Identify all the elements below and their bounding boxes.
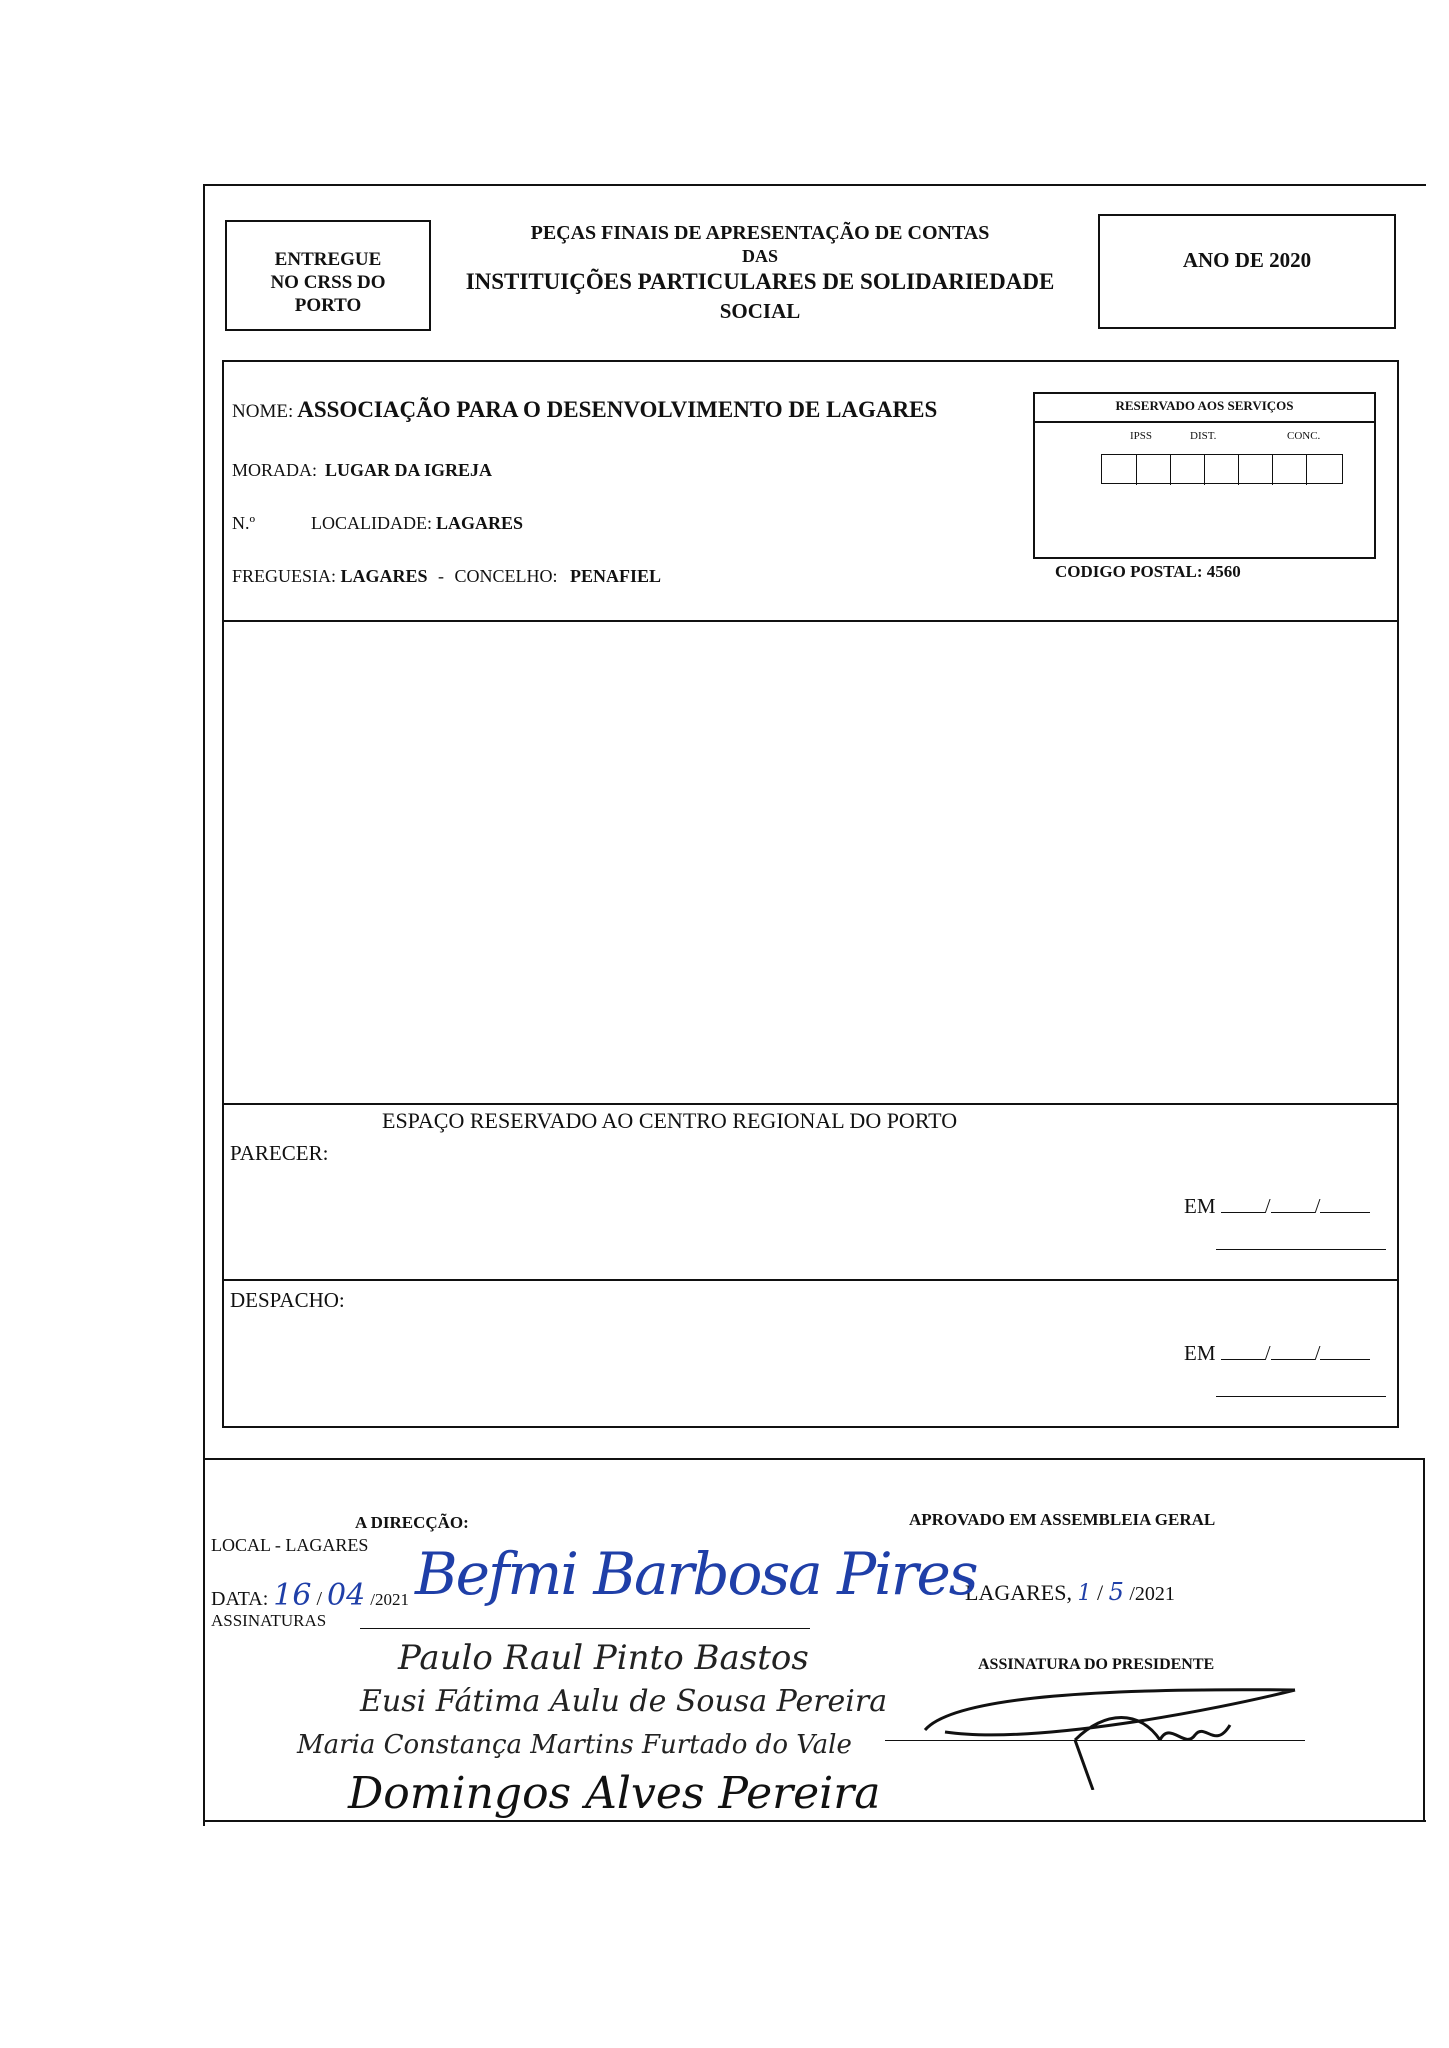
name-label: NOME:: [232, 401, 294, 422]
signatures-line: [360, 1628, 810, 1629]
date-slash: /: [1264, 1341, 1271, 1365]
year-text: ANO DE 2020: [1182, 248, 1312, 272]
reserved-code-cells[interactable]: [1101, 454, 1343, 484]
parish-label: FREGUESIA:: [232, 566, 337, 586]
county-label: CONCELHO:: [454, 566, 558, 586]
signature-4: Maria Constança Martins Furtado do Vale: [297, 1730, 852, 1760]
direction-label: A DIRECÇÃO:: [355, 1513, 469, 1532]
president-signature: [915, 1670, 1305, 1790]
approved-month-handwritten: 5: [1108, 1578, 1124, 1606]
dispatch-date-field[interactable]: [1184, 1341, 1370, 1366]
title-line-2: DAS: [741, 246, 778, 266]
signature-1: Befmi Barbosa Pires: [415, 1540, 977, 1608]
name-field: [232, 397, 937, 423]
title-line-3: INSTITUIÇÕES PARTICULARES DE SOLIDARIEDADE: [465, 269, 1055, 294]
opinion-label: PARECER:: [230, 1141, 329, 1165]
delivered-text: [227, 248, 429, 317]
dispatch-signature-line[interactable]: [1216, 1396, 1386, 1397]
delivered-line-3: PORTO: [294, 295, 362, 316]
name-value: ASSOCIAÇÃO PARA O DESENVOLVIMENTO DE LAGARES: [297, 397, 938, 422]
code-cell-5[interactable]: [1238, 455, 1273, 485]
postal-code: CODIGO POSTAL: 4560: [1055, 562, 1241, 581]
dispatch-label: DESPACHO:: [230, 1288, 345, 1312]
delivered-box: [225, 220, 431, 331]
local-label: LOCAL - LAGARES: [211, 1535, 369, 1555]
dispatch-date-label: EM: [1184, 1341, 1216, 1365]
code-cell-3[interactable]: [1170, 455, 1205, 485]
code-cell-2[interactable]: [1136, 455, 1171, 485]
approved-date: LAGARES, 1 / 5 /2021: [965, 1578, 1175, 1606]
frame-bottom-line: [203, 1820, 1426, 1822]
parish-county-field: [232, 566, 661, 587]
date-year: /2021: [370, 1590, 409, 1609]
opinion-date-field[interactable]: [1184, 1194, 1370, 1219]
delivered-line-2: NO CRSS DO: [270, 272, 386, 293]
address-label: MORADA:: [232, 460, 318, 480]
approved-place: LAGARES,: [965, 1580, 1072, 1605]
signature-3: Eusi Fátima Aulu de Sousa Pereira: [360, 1684, 888, 1719]
reserved-services-box: [1033, 392, 1376, 559]
reserved-col-dist: DIST.: [1190, 430, 1217, 442]
date-slash: /: [1314, 1341, 1321, 1365]
signatures-label: ASSINATURAS: [211, 1611, 327, 1630]
regional-title: ESPAÇO RESERVADO AO CENTRO REGIONAL DO PORTO: [382, 1108, 958, 1133]
approved-day-handwritten: 1: [1077, 1581, 1092, 1606]
frame-right-lower-line: [1423, 1458, 1425, 1822]
locality-label: LOCALIDADE:: [311, 513, 432, 533]
title-line-4: SOCIAL: [719, 299, 801, 323]
signature-2: Paulo Raul Pinto Bastos: [398, 1638, 809, 1678]
parish-value: LAGARES: [340, 566, 428, 586]
code-cell-7[interactable]: [1306, 455, 1341, 485]
signature-5: Domingos Alves Pereira: [348, 1768, 881, 1819]
delivered-line-1: ENTREGUE: [274, 249, 382, 270]
reserved-col-ipss: IPSS: [1130, 430, 1153, 442]
approved-label: APROVADO EM ASSEMBLEIA GERAL: [909, 1510, 1216, 1529]
date-slash: /: [1314, 1194, 1321, 1218]
year-box: [1098, 214, 1396, 329]
locality-value: LAGARES: [435, 513, 524, 533]
regional-divider-line: [224, 1103, 1397, 1105]
code-cell-1[interactable]: [1102, 455, 1137, 485]
date-field: DATA: 16 / 04 /2021: [211, 1578, 409, 1613]
address-value: LUGAR DA IGREJA: [325, 460, 493, 480]
entity-divider-line: [224, 620, 1397, 622]
frame-top-line: [203, 184, 1426, 186]
reserved-title: RESERVADO AOS SERVIÇOS: [1115, 398, 1294, 413]
locality-field: [311, 513, 523, 534]
opinion-date-label: EM: [1184, 1194, 1216, 1218]
field-dash: -: [438, 566, 445, 586]
approved-year: /2021: [1129, 1583, 1175, 1605]
county-value: PENAFIEL: [570, 566, 662, 586]
code-cell-6[interactable]: [1272, 455, 1307, 485]
date-slash: /: [1264, 1194, 1271, 1218]
dispatch-divider-line: [224, 1279, 1397, 1281]
address-field: [232, 460, 492, 481]
title-line-1: PEÇAS FINAIS DE APRESENTAÇÃO DE CONTAS: [530, 222, 990, 244]
opinion-signature-line[interactable]: [1216, 1249, 1386, 1250]
president-signature-label: ASSINATURA DO PRESIDENTE: [978, 1656, 1215, 1673]
reserved-title-divider: [1035, 421, 1374, 423]
number-label: N.º: [232, 513, 256, 533]
frame-left-line: [203, 184, 205, 1826]
date-month-handwritten: 04: [327, 1578, 366, 1613]
date-day-handwritten: 16: [273, 1578, 312, 1613]
reserved-col-conc: CONC.: [1287, 430, 1321, 442]
code-cell-4[interactable]: [1204, 455, 1239, 485]
date-label: DATA:: [211, 1588, 269, 1610]
footer-divider-line: [203, 1458, 1425, 1460]
document-title: [440, 220, 1080, 324]
